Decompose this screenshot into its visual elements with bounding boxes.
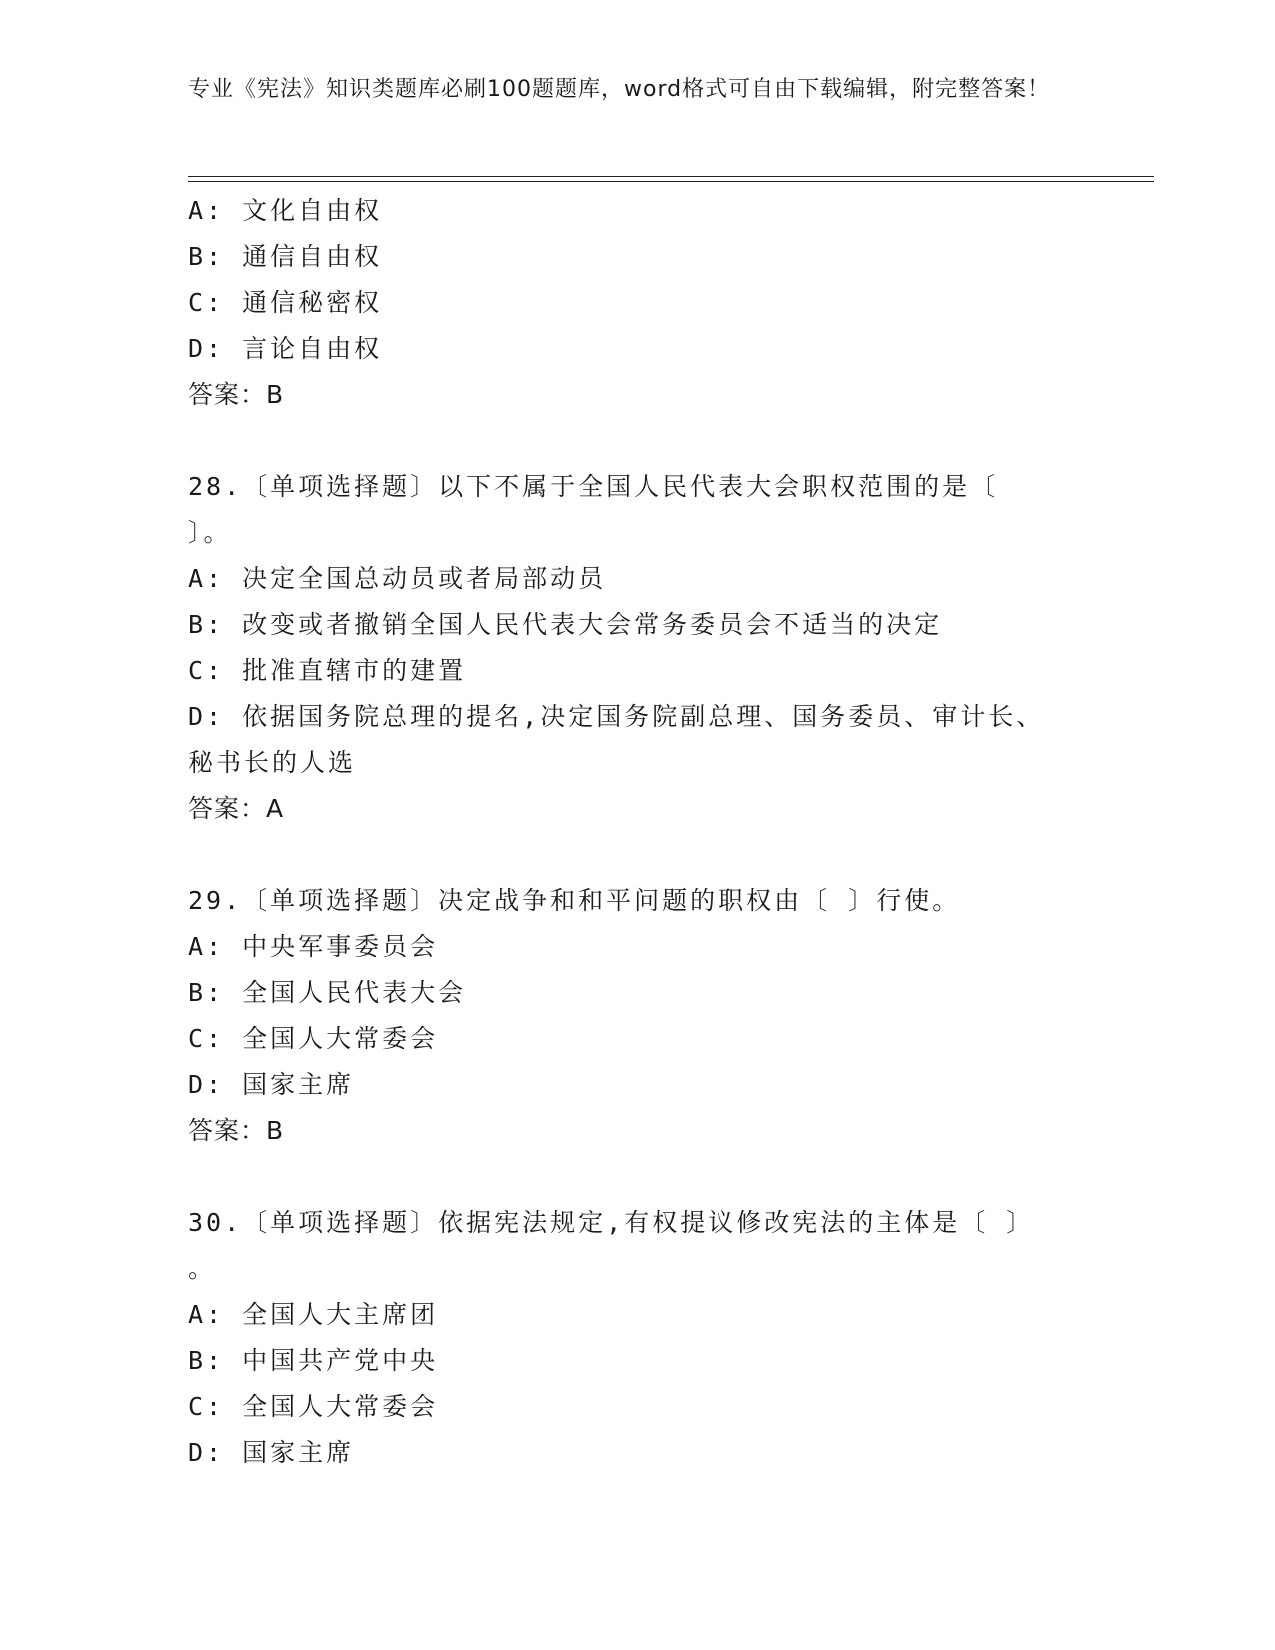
header-divider-bottom	[188, 181, 1154, 182]
question-text-continued: 〕。	[188, 518, 232, 547]
question-text: 29.〔单项选择题〕决定战争和和平问题的职权由〔 〕行使。	[188, 886, 961, 915]
option-c: C: 批准直辖市的建置	[188, 656, 467, 685]
option-c: C: 全国人大常委会	[188, 1024, 439, 1053]
answer-line: 答案：B	[188, 1116, 285, 1145]
option-a: A: 决定全国总动员或者局部动员	[188, 564, 607, 593]
answer-line: 答案：B	[188, 380, 285, 409]
option-b: B: 通信自由权	[188, 242, 383, 271]
option-d: D: 国家主席	[188, 1070, 355, 1099]
option-d: D: 依据国务院总理的提名,决定国务院副总理、国务委员、审计长、	[188, 702, 1045, 731]
question-27-block	[188, 188, 1088, 418]
option-c: C: 全国人大常委会	[188, 1392, 439, 1421]
document-header-title: 专业《宪法》知识类题库必刷100题题库，word格式可自由下载编辑，附完整答案！	[188, 77, 1051, 102]
option-a: A: 中央军事委员会	[188, 932, 439, 961]
question-29-block	[188, 878, 1088, 1154]
option-a: A: 文化自由权	[188, 196, 383, 225]
question-text-continued: 。	[188, 1254, 217, 1283]
header-divider-top	[188, 176, 1154, 177]
question-content	[188, 188, 1088, 1476]
spacer	[188, 1154, 1088, 1200]
option-b: B: 改变或者撤销全国人民代表大会常务委员会不适当的决定	[188, 610, 943, 639]
option-b: B: 中国共产党中央	[188, 1346, 439, 1375]
spacer	[188, 418, 1088, 464]
option-d: D: 国家主席	[188, 1438, 355, 1467]
spacer	[188, 832, 1088, 878]
question-28-block	[188, 464, 1088, 832]
option-d: D: 言论自由权	[188, 334, 383, 363]
question-text: 28.〔单项选择题〕以下不属于全国人民代表大会职权范围的是〔	[188, 472, 999, 501]
option-b: B: 全国人民代表大会	[188, 978, 467, 1007]
question-30-block	[188, 1200, 1088, 1476]
option-d-continued: 秘书长的人选	[188, 748, 357, 777]
option-a: A: 全国人大主席团	[188, 1300, 439, 1329]
option-c: C: 通信秘密权	[188, 288, 383, 317]
answer-line: 答案：A	[188, 794, 285, 823]
question-text: 30.〔单项选择题〕依据宪法规定,有权提议修改宪法的主体是〔 〕	[188, 1208, 1035, 1237]
